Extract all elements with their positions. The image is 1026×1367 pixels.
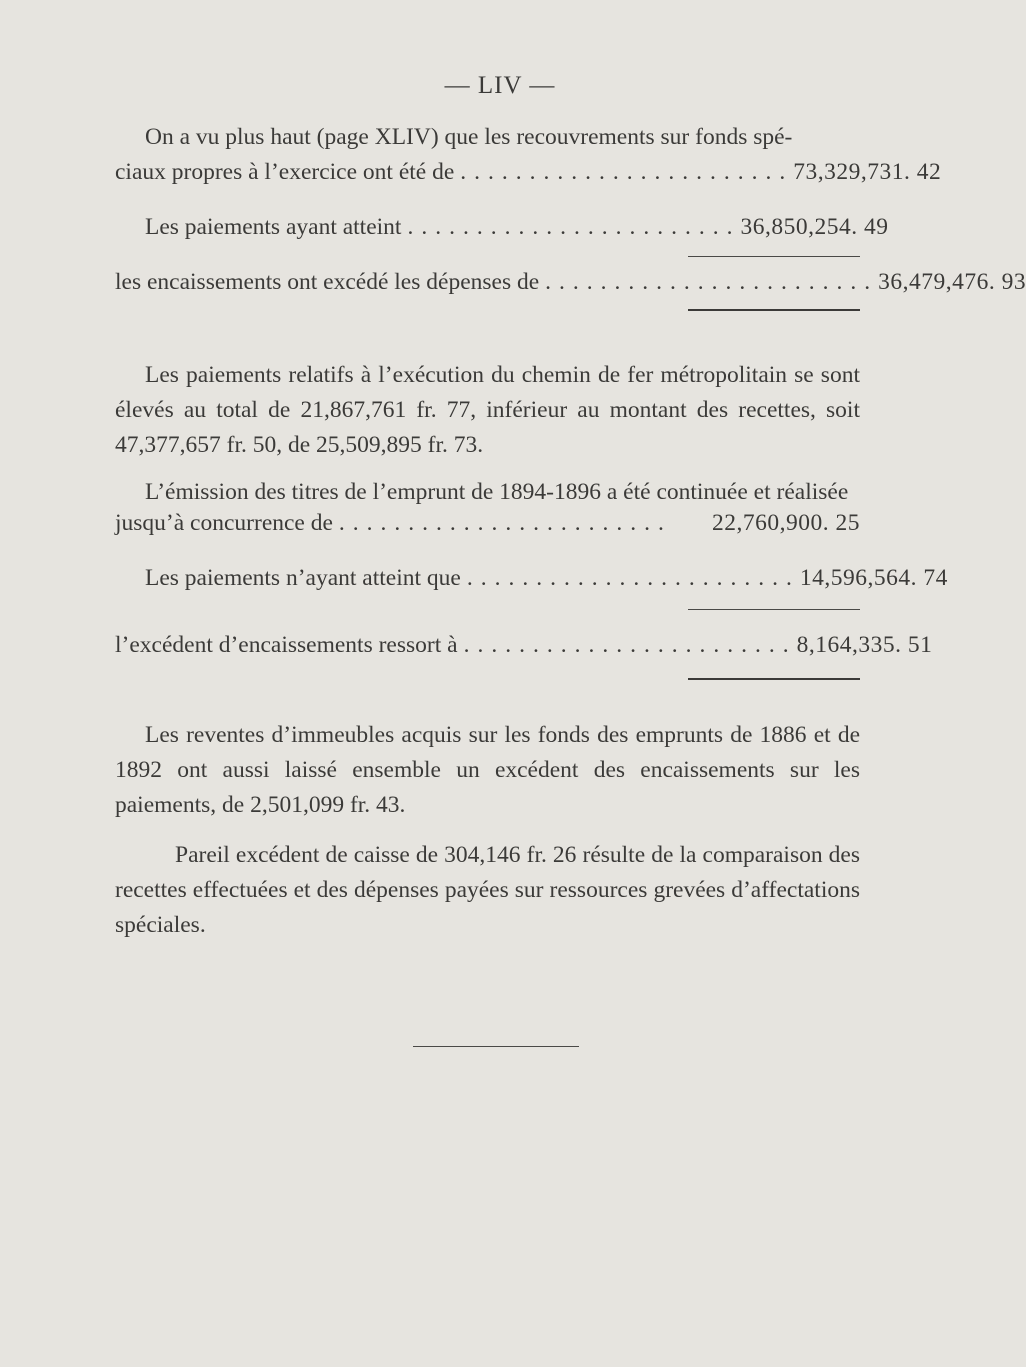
row-label: Les paiements ayant atteint	[145, 214, 402, 240]
leader-dots: ........................	[466, 565, 800, 591]
block2-row-emission	[115, 505, 860, 541]
block1-row-recouvrements	[115, 154, 942, 190]
row-label: les encaissements ont excédé les dépenses de	[115, 269, 540, 295]
row-amount: 36,850,254. 49	[740, 214, 889, 240]
row-amount: 14,596,564. 74	[799, 565, 948, 591]
row-amount: 8,164,335. 51	[796, 632, 933, 658]
paragraph-text: Pareil excédent de caisse de 304,146 fr. 26 résulte de la comparaison des recettes effectuées et des dépenses payées sur ressources grevées d’affectations spéciales.	[115, 842, 860, 938]
leader-dots: ........................	[338, 510, 672, 536]
sum-rule	[688, 609, 860, 610]
row-amount: 22,760,900. 25	[712, 510, 860, 536]
paragraph-text: Les paiements relatifs à l’exécution du chemin de fer métropolitain se sont élevés au total de 21,867,761 fr. 77, inférieur au montant des recettes, soit 47,377,657 fr. 50, de 25,509,895 fr. 73.	[115, 362, 860, 458]
block1-intro-text: On a vu plus haut (page XLIV) que les recouvrements sur fonds spé-	[145, 124, 793, 150]
row-label: l’excédent d’encaissements ressort à	[115, 632, 458, 658]
leader-dots: ........................	[460, 159, 794, 185]
row-amount: 73,329,731. 42	[793, 159, 942, 185]
paragraph-text: Les reventes d’immeubles acquis sur les fonds des emprunts de 1886 et de 1892 ont aussi laissé ensemble un excédent des encaissements sur les paiements, de 2,501,099 fr. 43.	[115, 722, 860, 818]
paragraph-pareil	[115, 838, 860, 943]
block2-intro-text: L’émission des titres de l’emprunt de 1894-1896 a été continuée et réalisée	[145, 479, 849, 505]
block2-row-paiements	[115, 560, 948, 596]
page-number: — LIV —	[444, 72, 556, 99]
paragraph-reventes	[115, 718, 860, 823]
block1-intro	[115, 120, 860, 155]
sum-rule	[688, 256, 860, 257]
row-label: jusqu’à concurrence de	[115, 510, 333, 536]
leader-dots: ........................	[407, 214, 741, 240]
block1-row-paiements	[115, 209, 889, 245]
row-label: Les paiements n’ayant atteint que	[145, 565, 461, 591]
row-label: ciaux propres à l’exercice ont été de	[115, 159, 455, 185]
row-amount: 36,479,476. 93	[878, 269, 1026, 295]
leader-dots: ........................	[545, 269, 879, 295]
leader-dots: ........................	[463, 632, 797, 658]
total-rule	[688, 678, 860, 680]
block1-row-excedent	[115, 264, 1026, 300]
paragraph-metropolitain	[115, 358, 860, 463]
total-rule	[688, 309, 860, 311]
block2-row-excedent	[115, 627, 933, 663]
end-rule	[413, 1046, 579, 1047]
